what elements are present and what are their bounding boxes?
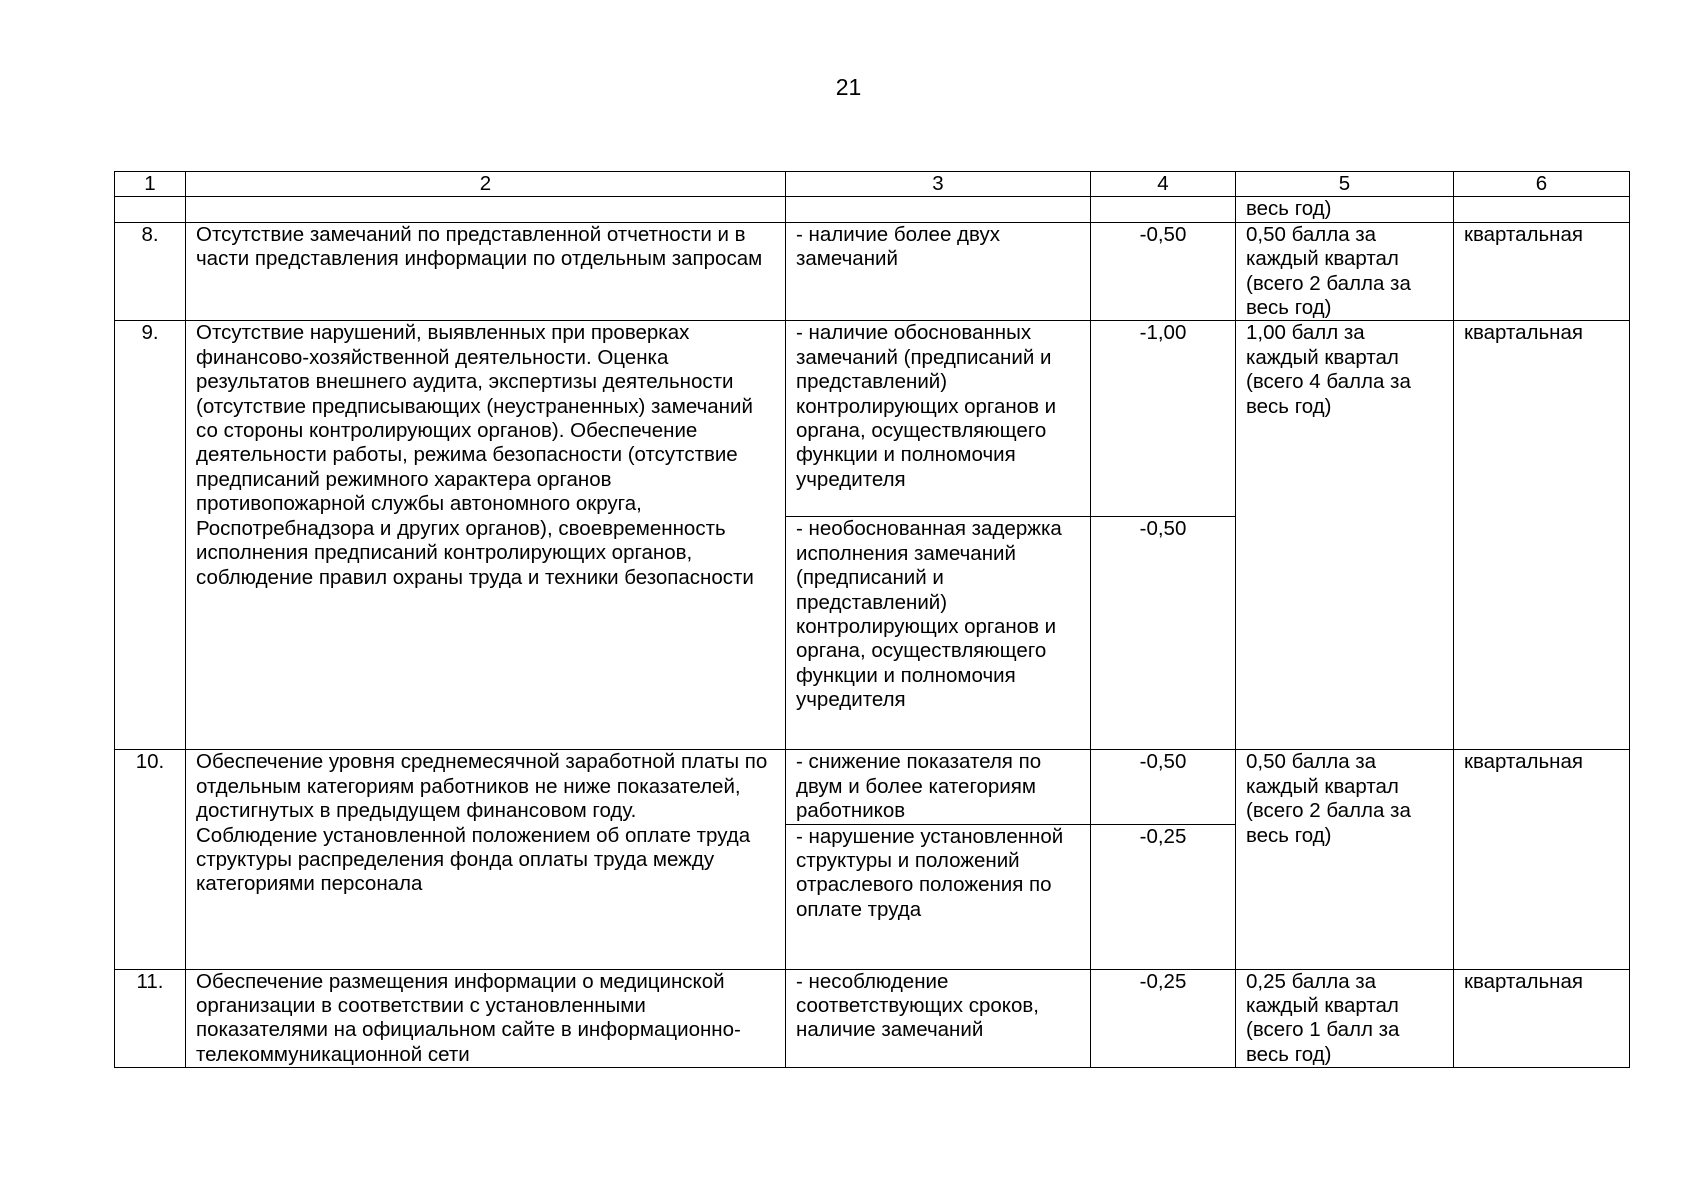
criterion-text: - несоблюдение соответствующих сроков, наличие замечаний — [786, 969, 1091, 1068]
period-cell: квартальная — [1454, 750, 1630, 969]
criterion-score: -0,50 — [1091, 517, 1236, 750]
row-number: 11. — [115, 969, 186, 1068]
points-cell: 1,00 балл за каждый квартал (всего 4 балла за весь год) — [1236, 321, 1454, 750]
header-cell: 3 — [786, 172, 1091, 197]
points-cell: 0,50 балла за каждый квартал (всего 2 балла за весь год) — [1236, 750, 1454, 969]
table-row — [115, 969, 1630, 1068]
criterion-score: -1,00 — [1091, 321, 1236, 517]
row-number: 8. — [115, 222, 186, 321]
criterion-score: -0,50 — [1091, 750, 1236, 824]
row-description: Обеспечение уровня среднемесячной заработной платы по отдельным категориям работников не ниже показателей, достигнутых в предыдущем финансовом году. Соблюдение установленной положением об оплате труда структуры распределения фонда оплаты труда между категориями персонала — [186, 750, 786, 969]
table-row — [115, 321, 1630, 517]
table-row — [115, 750, 1630, 824]
table-row-continuation — [115, 197, 1630, 222]
table-row — [115, 222, 1630, 321]
row-description: Обеспечение размещения информации о медицинской организации в соответствии с установленными показателями на официальном сайте в информационно-телекоммуникационной сети — [186, 969, 786, 1068]
header-cell: 6 — [1454, 172, 1630, 197]
points-cell: 0,25 балла за каждый квартал (всего 1 балл за весь год) — [1236, 969, 1454, 1068]
header-cell: 1 — [115, 172, 186, 197]
header-cell: 4 — [1091, 172, 1236, 197]
criterion-text: - необоснованная задержка исполнения замечаний (предписаний и представлений) контролирующих органов и органа, осуществляющего функции и полномочия учредителя — [786, 517, 1091, 750]
row-description: Отсутствие замечаний по представленной отчетности и в части представления информации по отдельным запросам — [186, 222, 786, 321]
points-cell: весь год) — [1236, 197, 1454, 222]
criterion-score: -0,25 — [1091, 824, 1236, 969]
criterion-text: - наличие обоснованных замечаний (предписаний и представлений) контролирующих органов и органа, осуществляющего функции и полномочия учредителя — [786, 321, 1091, 517]
criterion-text: - нарушение установленной структуры и положений отраслевого положения по оплате труда — [786, 824, 1091, 969]
criterion-text: - наличие более двух замечаний — [786, 222, 1091, 321]
header-cell: 5 — [1236, 172, 1454, 197]
criterion-score: -0,50 — [1091, 222, 1236, 321]
criterion-score: -0,25 — [1091, 969, 1236, 1068]
criteria-table — [114, 171, 1630, 1068]
period-cell: квартальная — [1454, 969, 1630, 1068]
points-cell: 0,50 балла за каждый квартал (всего 2 балла за весь год) — [1236, 222, 1454, 321]
period-cell: квартальная — [1454, 222, 1630, 321]
row-number: 10. — [115, 750, 186, 969]
criterion-text: - снижение показателя по двум и более категориям работников — [786, 750, 1091, 824]
row-description: Отсутствие нарушений, выявленных при проверках финансово-хозяйственной деятельности. Оценка результатов внешнего аудита, экспертизы деятельности (отсутствие предписывающих (неустраненных) замечаний со стороны контролирующих органов). Обеспечение деятельности работы, режима безопасности (отсутствие предписаний режимного характера органов противопожарной службы автономного округа, Роспотребнадзора и других органов), своевременность исполнения предписаний контролирующих органов, соблюдение правил охраны труда и техники безопасности — [186, 321, 786, 750]
table-header-row — [115, 172, 1630, 197]
row-number: 9. — [115, 321, 186, 750]
page-number: 21 — [835, 74, 862, 100]
header-cell: 2 — [186, 172, 786, 197]
period-cell: квартальная — [1454, 321, 1630, 750]
